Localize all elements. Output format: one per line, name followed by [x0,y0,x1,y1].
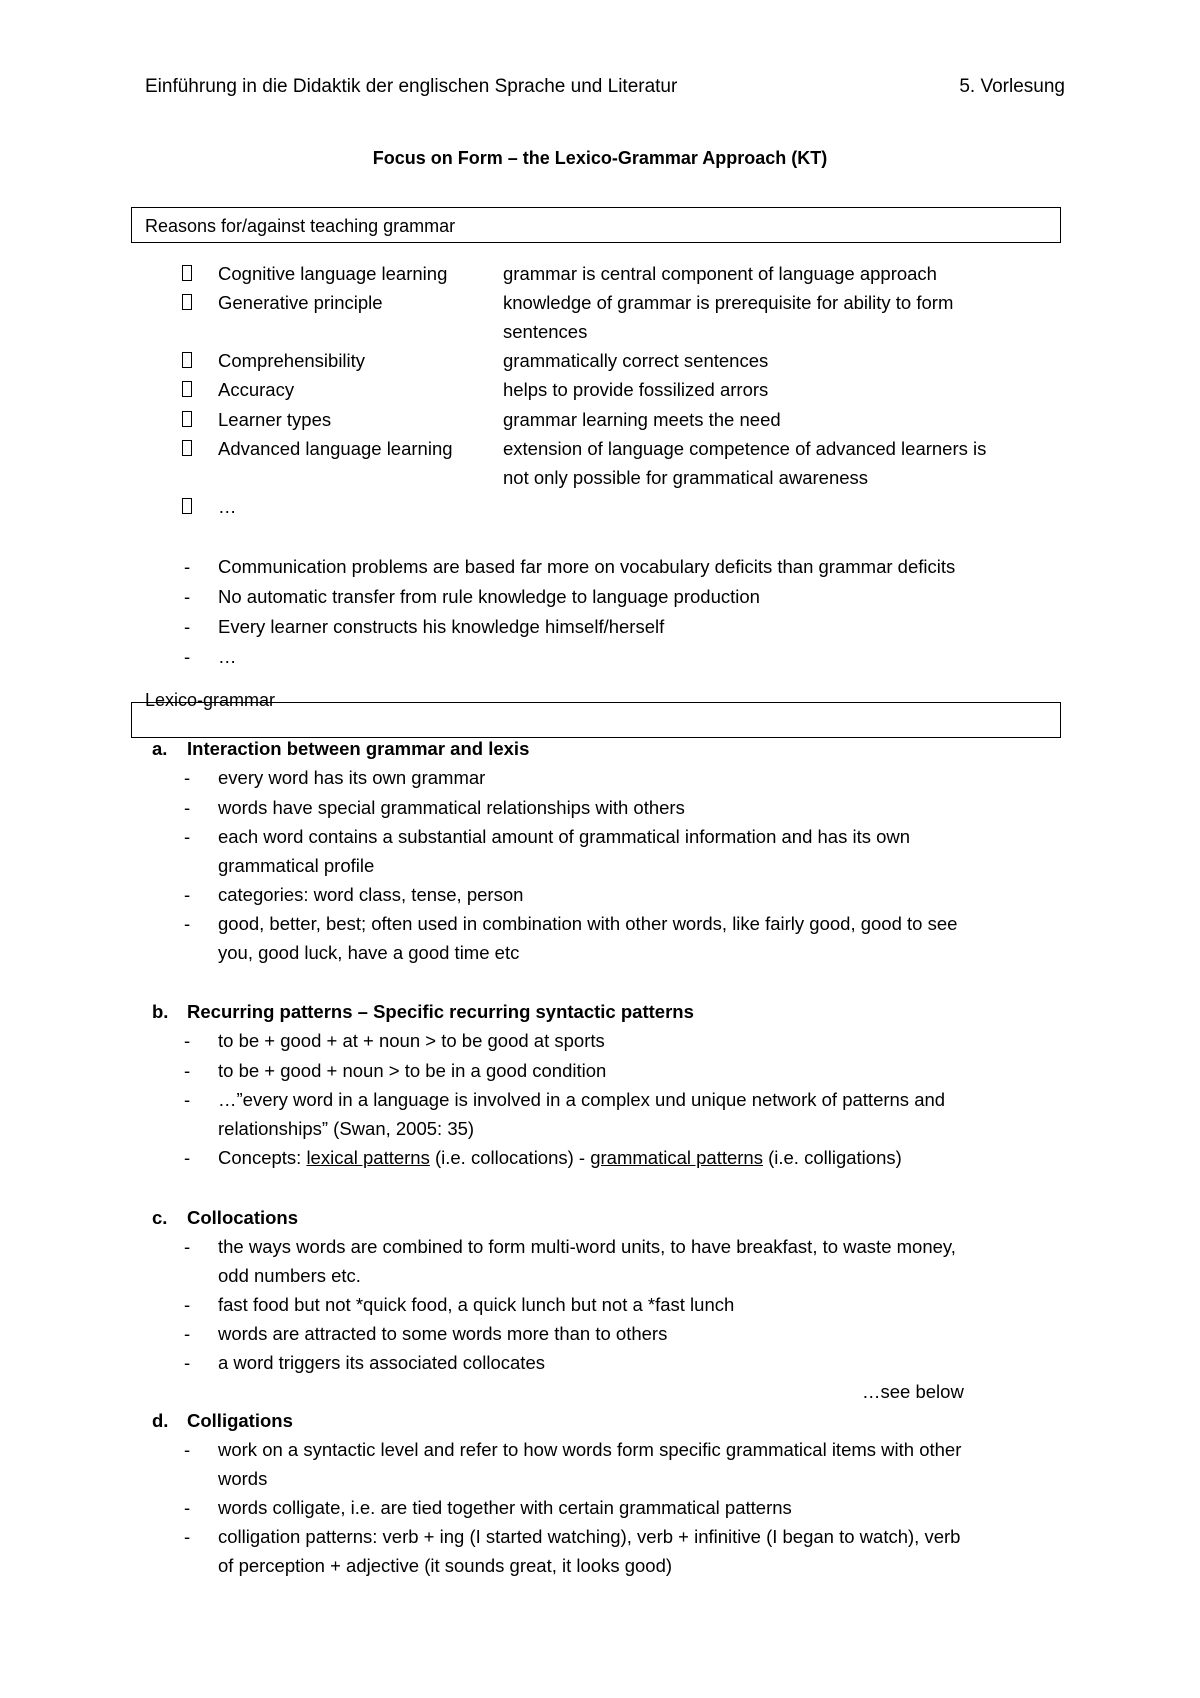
list-item: - colligation patterns: verb + ing (I started watching), verb + infinitive (I began to watch), verb [184,1526,961,1547]
list-item-continued: relationships” (Swan, 2005: 35) [218,1118,475,1139]
reason-term: Cognitive language learning [218,263,448,284]
reason-desc: grammar learning meets the need [503,409,781,430]
list-item: - each word contains a substantial amount of grammatical information and has its own [184,826,911,847]
reason-desc: grammatically correct sentences [503,350,769,371]
header-course-title: Einführung in die Didaktik der englischen Sprache und Literatur [145,76,678,97]
reason-item [0,434,1200,463]
against-item: - Every learner constructs his knowledge himself/herself [0,612,1200,641]
list-item: - fast food but not *quick food, a quick lunch but not a *fast lunch [184,1294,735,1315]
bullet-square-icon [182,352,192,368]
reason-desc: extension of language competence of advanced learners is [503,438,987,459]
list-item: - every word has its own grammar [184,767,486,788]
bullet-square-icon [182,440,192,456]
list-item: - good, better, best; often used in combination with other words, like fairly good, good to see [184,913,958,934]
reason-item [0,346,1200,375]
dash-bullet: - [184,586,191,607]
bullet-square-icon [182,411,192,427]
bullet-square-icon [182,498,192,514]
reason-term: Advanced language learning [218,438,453,459]
lexical-patterns-term: lexical patterns [306,1147,430,1168]
section-a-heading: a. Interaction between grammar and lexis [152,738,530,759]
list-item: - words are attracted to some words more than to others [184,1323,668,1344]
lexico-section-label: Lexico-grammar [145,690,276,710]
reason-term: Learner types [218,409,332,430]
reason-item-continued [0,317,1200,346]
list-item-continued: of perception + adjective (it sounds great, it looks good) [218,1555,673,1576]
list-item: - …”every word in a language is involved in a complex und unique network of patterns and [184,1089,946,1110]
dash-bullet: - [184,646,191,667]
reason-desc: not only possible for grammatical awareness [503,467,869,488]
dash-bullet: - [184,616,191,637]
reasons-section-label: Reasons for/against teaching grammar [145,216,456,236]
list-item: - categories: word class, tense, person [184,884,524,905]
reason-item-continued [0,463,1200,492]
list-item-continued: you, good luck, have a good time etc [218,942,520,963]
against-item: - No automatic transfer from rule knowledge to language production [0,582,1200,611]
reason-item [0,259,1200,288]
bullet-square-icon [182,294,192,310]
reason-term: Generative principle [218,292,383,313]
page-title: Focus on Form – the Lexico-Grammar Approach (KT) [372,148,828,168]
list-item: - to be + good + noun > to be in a good condition [184,1060,607,1081]
header-lecture-number: 5. Vorlesung [959,76,1065,97]
against-item: - Communication problems are based far more on vocabulary deficits than grammar deficits [0,552,1200,581]
list-item: - work on a syntactic level and refer to how words form specific grammatical items with other [184,1439,962,1460]
reason-item [0,288,1200,317]
list-item: - words colligate, i.e. are tied together with certain grammatical patterns [184,1497,792,1518]
bullet-square-icon [182,265,192,281]
see-below-note-row [0,1377,1200,1406]
reason-desc: helps to provide fossilized arrors [503,379,769,400]
bullet-square-icon [182,381,192,397]
against-item: - … [0,642,1200,671]
section-c-heading: c. Collocations [152,1207,299,1228]
reason-term: Accuracy [218,379,295,400]
list-item: - words have special grammatical relationships with others [184,797,685,818]
list-item-concepts: - Concepts: lexical patterns (i.e. collocations) - grammatical patterns (i.e. colligations) [184,1147,902,1168]
section-b-heading: b. Recurring patterns – Specific recurring syntactic patterns [152,1001,694,1022]
see-below-note: …see below [862,1381,964,1402]
list-item: - the ways words are combined to form multi-word units, to have breakfast, to waste money, [184,1236,956,1257]
list-item: - a word triggers its associated collocates [184,1352,545,1373]
reason-desc: grammar is central component of language approach [503,263,937,284]
reason-item [0,405,1200,434]
reason-desc: sentences [503,321,588,342]
list-item: - to be + good + at + noun > to be good at sports [184,1030,605,1051]
section-d-heading: d. Colligations [152,1410,293,1431]
reason-term: Comprehensibility [218,350,366,371]
list-item-continued: odd numbers etc. [218,1265,361,1286]
grammatical-patterns-term: grammatical patterns [590,1147,763,1168]
reason-desc: knowledge of grammar is prerequisite for ability to form [503,292,954,313]
reason-term: … [218,496,237,517]
list-item-continued: words [218,1468,268,1489]
reason-item [0,492,1200,521]
dash-bullet: - [184,556,191,577]
reason-item [0,375,1200,404]
list-item-continued: grammatical profile [218,855,375,876]
